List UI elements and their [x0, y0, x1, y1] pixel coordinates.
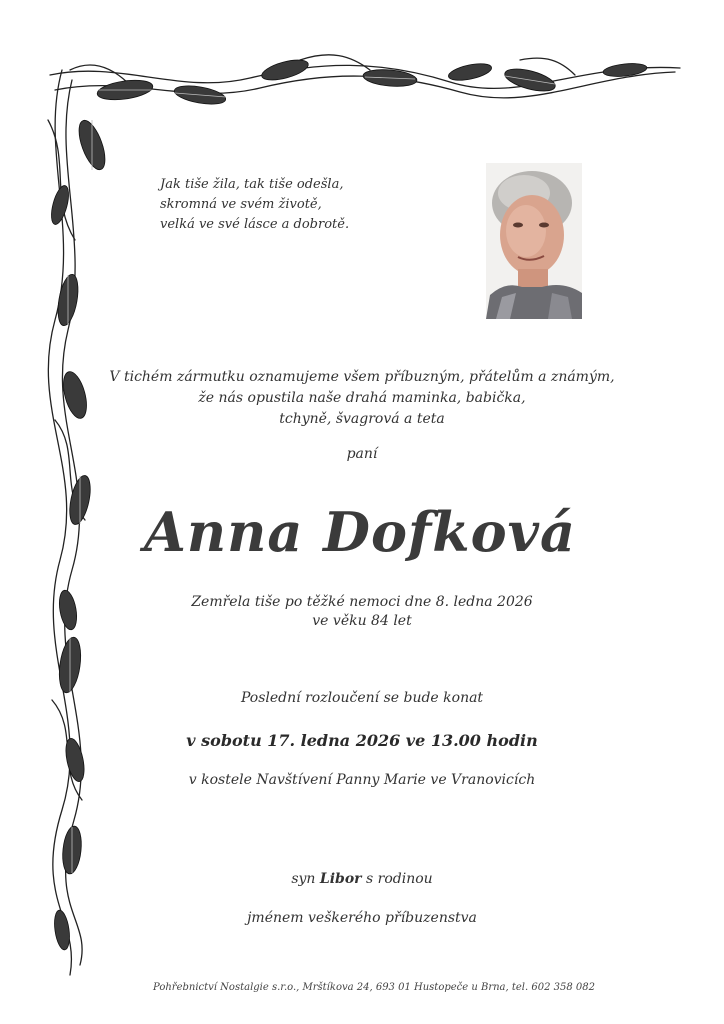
poem-line: velká ve své lásce a dobrotě.	[160, 217, 350, 232]
poem	[160, 175, 460, 235]
mourner-name: Libor	[319, 871, 362, 887]
announcement-line: V tichém zármutku oznamujeme všem příbuzným, přátelům a známým,	[109, 369, 615, 385]
age-line: ve věku 84 let	[312, 613, 412, 629]
portrait-photo	[486, 163, 582, 319]
family-line: jménem veškerého příbuzenstva	[247, 910, 477, 926]
mourner-suffix: s rodinou	[366, 871, 433, 887]
death-notice	[0, 593, 724, 631]
mourner-relation: syn	[291, 871, 316, 887]
deceased-name: Anna Dofková	[143, 500, 577, 564]
death-date-line: Zemřela tiše po těžké nemoci dne 8. ledna 2026	[191, 594, 533, 610]
farewell-intro: Poslední rozloučení se bude konat	[240, 690, 484, 706]
farewell-datetime: v sobotu 17. ledna 2026 ve 13.00 hodin	[186, 731, 538, 750]
honorific: paní	[346, 446, 378, 462]
poem-line: skromná ve svém životě,	[160, 197, 322, 212]
announcement-line: že nás opustila naše drahá maminka, babička,	[198, 390, 526, 406]
funeral-home-footer: Pohřebnictví Nostalgie s.r.o., Mrštíkova 24, 693 01 Hustopeče u Brna, tel. 602 358 082	[153, 982, 595, 993]
farewell-place: v kostele Navštívení Panny Marie ve Vranovicích	[188, 772, 536, 788]
announcement-text	[0, 367, 724, 430]
poem-line: Jak tiše žila, tak tiše odešla,	[160, 177, 344, 192]
announcement-line: tchyně, švagrová a teta	[279, 411, 445, 427]
mourners-line	[0, 871, 724, 887]
